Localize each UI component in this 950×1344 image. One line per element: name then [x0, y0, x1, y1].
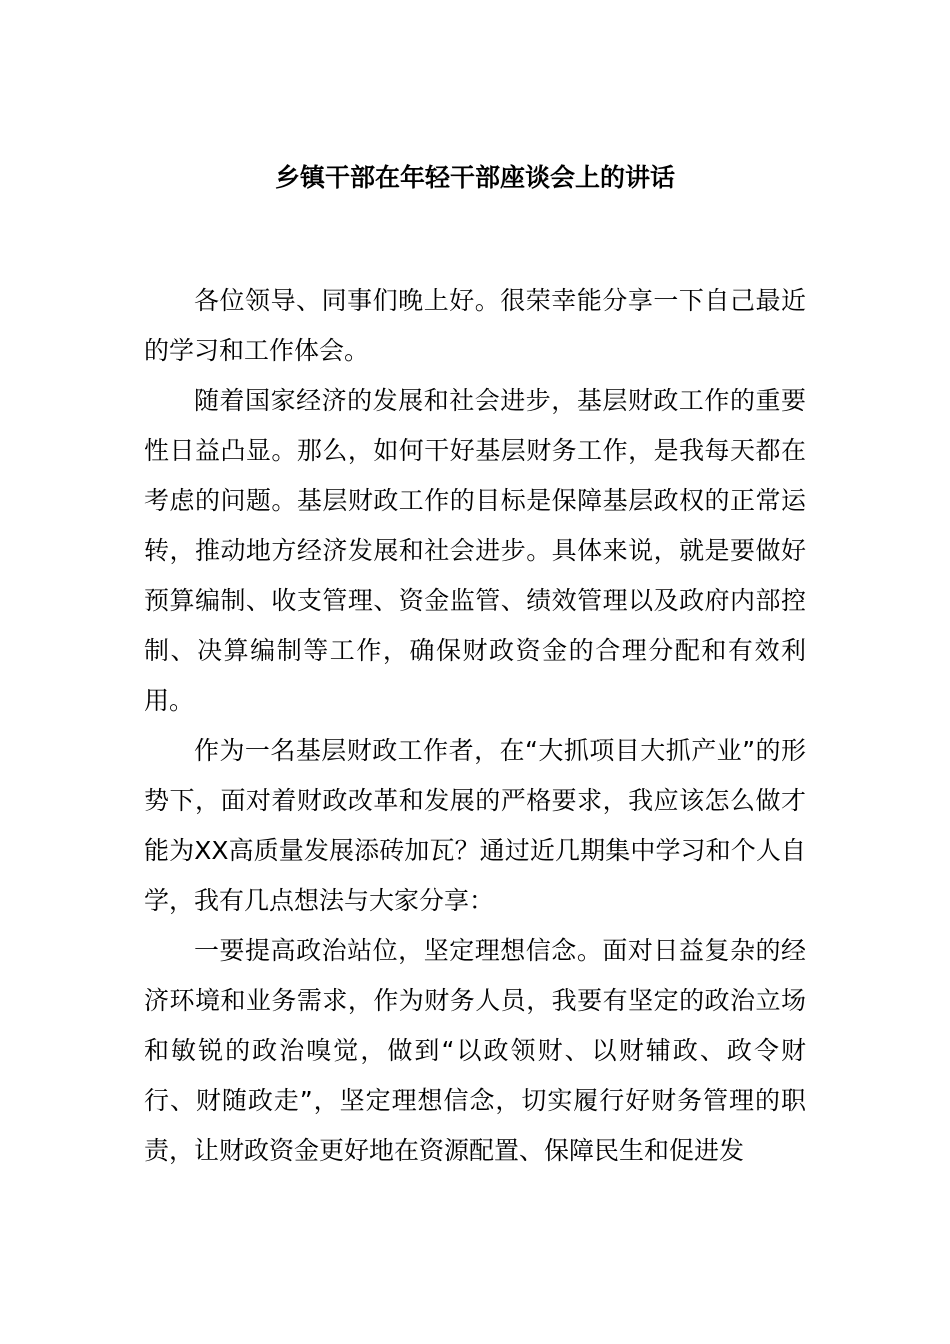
paragraph-reflection: 作为一名基层财政工作者，在“大抓项目大抓产业”的形势下，面对着财政改革和发展的严格要求，我应该怎么做才能为XX高质量发展添砖加瓦？通过近几期集中学习和个人自学，我有几点想法与大家分享： [144, 736, 806, 915]
document-title: 乡镇干部在年轻干部座谈会上的讲话 [274, 163, 675, 192]
paragraph-point-one: 一要提高政治站位，坚定理想信念。面对日益复杂的经济环境和业务需求，作为财务人员，我要有坚定的政治立场和敏锐的政治嗅觉，做到“以政领财、以财辅政、政令财行、财随政走”，坚定理想信念，切实履行好财务管理的职责，让财政资金更好地在资源配置、保障民生和促进发 [144, 936, 806, 1165]
document-body [144, 276, 806, 1176]
paragraph-importance: 随着国家经济的发展和社会进步，基层财政工作的重要性日益凸显。那么，如何干好基层财务工作，是我每天都在考虑的问题。基层财政工作的目标是保障基层政权的正常运转，推动地方经济发展和社会进步。具体来说，就是要做好预算编制、收支管理、资金监管、绩效管理以及政府内部控制、决算编制等工作，确保财政资金的合理分配和有效利用。 [144, 386, 806, 715]
paragraph-greeting: 各位领导、同事们晚上好。很荣幸能分享一下自己最近的学习和工作体会。 [144, 286, 806, 365]
